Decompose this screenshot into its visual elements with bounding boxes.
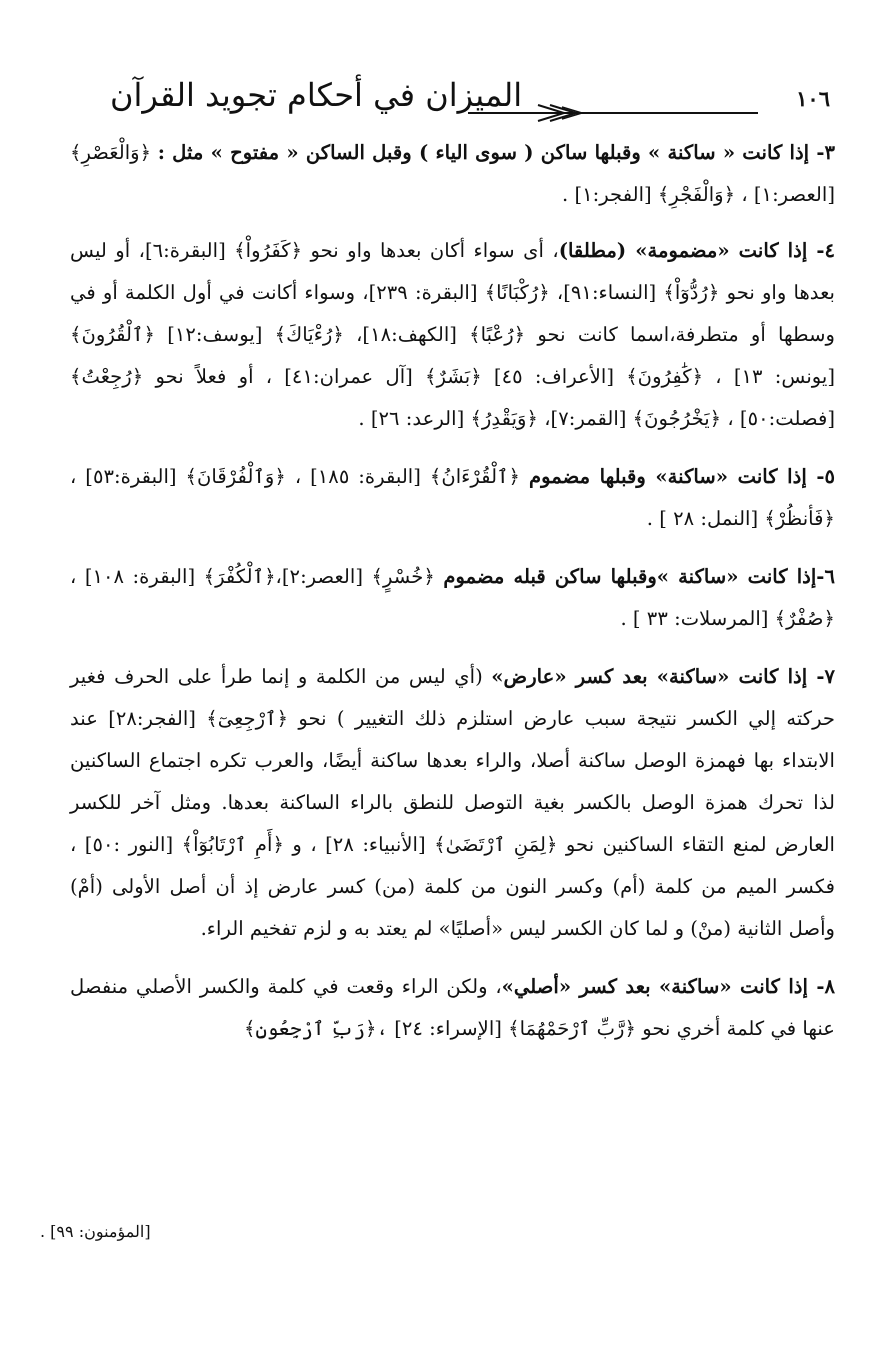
- body-text: [70, 132, 835, 1066]
- paragraph-heading: ٨- إذا كانت «ساكنة» بعد كسر «أصلي»: [501, 975, 835, 998]
- paragraph-text: ، أى سواء أكان بعدها واو نحو ﴿كَفَرُواْ﴾ [البقرة:٦]، أو ليس بعدها واو نحو ﴿رُدُّوٓاْ﴾ [النساء:٩١]، ﴿رُكْبَانًا﴾ [البقرة: ٢٣٩]، وسواء أكانت في أول الكلمة أو في وسطها أو متطرفة،اسما كانت نحو ﴿رُعْبًا﴾ [الكهف:١٨]، ﴿رُءْيَاكَ﴾ [يوسف:١٢] ﴿ٱلْقُرُونَ﴾ [يونس: ١٣] ، ﴿كَٰفِرُونَ﴾ [الأعراف: ٤٥] ﴿بَشَرٌ﴾ [آل عمران:٤١] ، أو فعلاً نحو ﴿رُجِعْتُ﴾ [فصلت:٥٠] ، ﴿يَخْرُجُونَ﴾ [القمر:٧]، ﴿وَيَقْدِرُ﴾ [الرعد: ٢٦] .: [70, 239, 836, 430]
- paragraph-6: [70, 556, 835, 640]
- paragraph-heading: ٦-إذا كانت «ساكنة »وقبلها ساكن قبله مضموم: [443, 565, 835, 588]
- paragraph-text: ، ولكن الراء وقعت في كلمة والكسر الأصلي منفصل عنها في كلمة أخري نحو ﴿رَّبِّ ٱرْحَمْهُمَا﴾ [الإسراء: ٢٤] ،﴿رَبِّ ٱرْجِعُونِ﴾: [70, 975, 835, 1040]
- paragraph-text: ﴿وَالْعَصْرِ﴾ [العصر:١] ، ﴿وَالْفَجْرِ﴾ [الفجر:١] .: [70, 141, 835, 206]
- paragraph-text: ﴿ٱلْقُرْءَانُ﴾ [البقرة: ١٨٥] ، ﴿وَٱلْفُرْقَانَ﴾ [البقرة:٥٣] ، ﴿فَأنظُرْ﴾ [النمل: ٢٨ ] .: [70, 465, 835, 530]
- paragraph-heading: ٣- إذا كانت « ساكنة » وقبلها ساكن ( سوى الياء ) وقبل الساكن « مفتوح » مثل :: [157, 141, 835, 164]
- book-title: الميزان في أحكام تجويد القرآن: [110, 76, 523, 114]
- paragraph-4: [70, 230, 835, 440]
- page-header: [60, 72, 830, 132]
- paragraph-heading: ٤- إذا كانت «مضمومة» (مطلقا): [558, 239, 835, 262]
- verse-reference-continuation: [40, 1222, 189, 1241]
- paragraph-heading: ٥- إذا كانت «ساكنة» وقبلها مضموم: [529, 465, 835, 488]
- paragraph-8: [70, 966, 835, 1050]
- paragraph-3: [70, 132, 835, 216]
- verse-reference: [المؤمنون: ٩٩] .: [40, 1222, 151, 1241]
- paragraph-text: ﴿خُسْرٍ﴾ [العصر:٢]،﴿ٱلْكُفْرَ﴾ [البقرة: ١٠٨] ، ﴿صُفْرٌ﴾ [المرسلات: ٣٣ ] .: [70, 565, 835, 630]
- paragraph-heading: ٧- إذا كانت «ساكنة» بعد كسر «عارض»: [491, 665, 835, 688]
- paragraph-7: [70, 656, 835, 950]
- paragraph-5: [70, 456, 835, 540]
- page-number: ١٠٦: [796, 86, 830, 111]
- paragraph-text: (أي ليس من الكلمة و إنما طرأ على الحرف فغير حركته إلي الكسر نتيجة سبب عارض استلزم ذلك التغيير ) نحو ﴿ٱرْجِعِىٓ﴾ [الفجر:٢٨] عند الابتداء بها فهمزة الوصل ساكنة أصلا، والراء بعدها ساكنة أيضًا، والعرب تكره اجتماع الساكنين لذا تحرك همزة الوصل بالكسر بغية التوصل للنطق بالراء الساكنة بعدها. ومثل آخر للكسر العارض لمنع التقاء الساكنين نحو ﴿لِمَنِ ٱرْتَضَىٰ﴾ [الأنبياء: ٢٨] ، و ﴿أَمِ ٱرْتَابُوٓاْ﴾ [النور :٥٠] ، فكسر الميم من كلمة (أم) وكسر النون من كلمة (من) كسر عارض إذ أن أصل الأولى (أمْ) وأصل الثانية (منْ) و لما كان الكسر ليس «أصليًا» لم يعتد به و لزم تفخيم الراء.: [70, 665, 836, 940]
